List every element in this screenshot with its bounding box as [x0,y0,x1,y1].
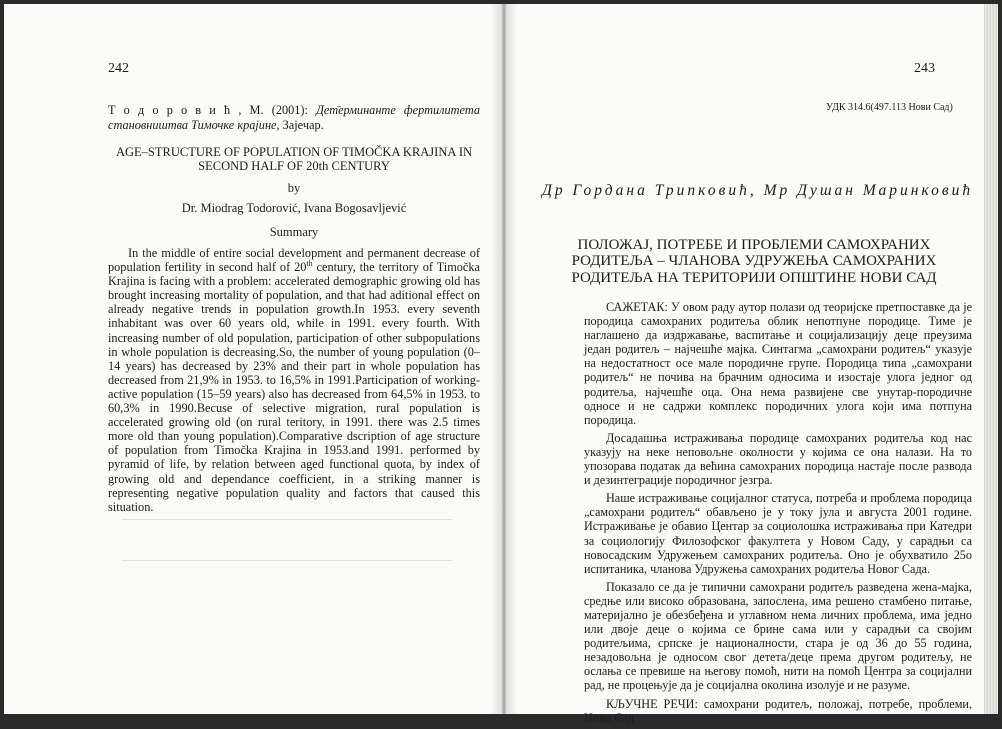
reference-author: Т о д о р о в и ћ , М. (2001): [108,103,317,117]
left-page [4,4,502,714]
summary-part1: In the middle of entire social development and permanent decrease of population fertility in second half of 20 [108,246,480,275]
body-paragraph: Показало се да је типични самохрани родитељ разведена жена-мајка, средње или високо образована, запослена, има решено стамбено питање, материјално је обезбеђена и углавном нема личних проблема, има једно или двоје деце о којима се брине сама или у сарадњи са својим родитељима, српске је националности, стара је од 36 до 55 година, незадовољна је односом свог детета/деце према другом родитељу, не ослања се превише на његову помоћ, нити на помоћ Центра за социјални рад, не процењује да је социјална околина изолује и не разуме. [584,579,972,693]
bleed-through-shadow [122,519,452,561]
reference-entry [108,103,480,133]
english-authors: Dr. Miodrag Todorović, Ivana Bogosavljević [181,201,407,215]
summary-superscript: th [306,259,313,268]
reference-title: Дет̄ерминанте фертилитета становништва Тимочке крајине [108,103,480,132]
english-title: AGE–STRUCTURE OF POPULATION OF TIMOČKA KRAJINA IN SECOND HALF OF 20th CENTURY [115,145,473,173]
summary-heading: Summary [269,225,319,239]
body-paragraph: Наше истраживање социјалног статуса, потреба и проблема породица „самохрани родитељ“ обављено је у току јула и августа 2001 године. Истраживање је обавио Центар за социолошка истраживања при Катедри за социологију Филозофског факултета у Новом Саду, у сарадњи са новосадским Удружењем самохраних родитеља. Оно је обухватило 25о испитаника, чланова Удружења самохраних родитеља Новог Сада. [584,491,972,576]
keywords-paragraph: КЉУЧНЕ РЕЧИ: самохрани родитељ, положај, потребе, проблеми, Нови Сад [584,696,972,725]
udk-code: УДК 314.6(497.113 Нови Сад) [826,102,953,113]
reference-place: , Зајечар. [276,118,324,132]
summary-part2: century, the territory of Timočka Krajina is facing with a problem: accelerated demographic growing old has brought increasing mortality of population, and that had aditional effect on already negative trends in population growth.In 1953. every seventh inhabitant was over 60 years old, while in 1991. every fourth. With increasing number of old population, participation of other subpopulations in whole population is decreasing.So, the number of young population (0–14 years) has decreased by 23% and their part in whole population has decreased from 21,9% in 1953. to 16,5% in 1991.Participation of working-active population (15–59 years) also has decreased from 64,5% in 1953. to 60,3% in 1990.Becuse of selective migration, rural population is accelerated growing old (on rural teritory, in 1991. there was 2.5 times more old than young population).Comparative dscription of age structure of population from Timočka Krajina in 1953.and 1991. performed by pyramid of life, by relation between aged functional quota, by index of growing old and dependance coefficient, in a striking manner is representing negative population quality and factors that caused this situation. [108,260,480,514]
serbian-authors: Др Гордана Трипковић, Мр Душан Маринковић [542,182,974,199]
abstract-paragraph: САЖЕТАК: У овом раду аутор полази од теоријске претпоставке да је породица самохраних родитеља облик непотпуне породице. Тиме је наглашено да издржавање, васпитање и социјализацију деце преузима један родитељ – најчешће мајка. Синтагма „самохрани родитељ“ указује на недостатност осе мале породичне групе. Породица типа „самохрани родитељ“ не почива на брачним односима и изостаје улога једног од родитеља, најчешће оца. Она нема развијене све унутар-породичне односе и не садржи комплекс породичних улога који има потпуна породица. [584,300,972,427]
by-line: by [287,181,301,195]
page-number-left: 242 [108,61,129,76]
body-paragraph: Досадашња истраживања породице самохраних родитеља код нас указују на неке неповољне околности у којима се она налази. На то упозорава податак да већина самохраних породица настаје после развода и дезинтеграције породичног језгра. [584,430,972,488]
page-edges [984,4,998,714]
right-page [504,4,998,725]
page-number-right: 243 [914,61,935,76]
serbian-body [584,300,972,729]
serbian-title: ПОЛОЖАЈ, ПОТРЕБЕ И ПРОБЛЕМИ САМОХРАНИХ РОДИТЕЉА – ЧЛАНОВА УДРУЖЕЊА САМОХРАНИХ РОДИТЕЉА НА ТЕРИТОРИЈИ ОПШТИНЕ НОВИ САД [571,237,937,286]
book-gutter [490,4,518,714]
book-spread [4,4,998,725]
summary-text [108,246,480,514]
